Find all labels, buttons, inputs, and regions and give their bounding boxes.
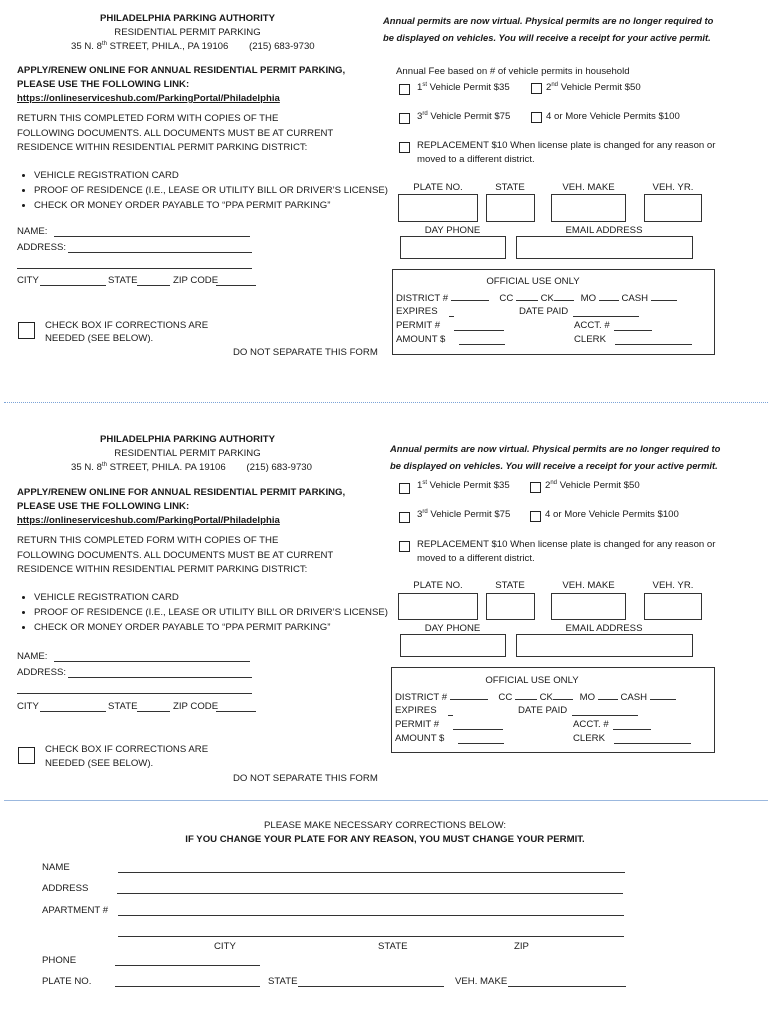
official-row-1	[395, 691, 676, 703]
state-field[interactable]	[137, 711, 170, 712]
fee-text: Vehicle Permit $50	[557, 480, 640, 491]
org-address	[71, 41, 371, 52]
return-text-line: RESIDENCE WITHIN RESIDENTIAL PERMIT PARKING DISTRICT:	[17, 564, 308, 575]
plate-no-input[interactable]	[398, 194, 478, 222]
document-item: • CHECK OR MONEY ORDER PAYABLE TO “PPA PERMIT PARKING”	[34, 620, 388, 635]
address-field[interactable]	[68, 677, 252, 678]
online-portal-link[interactable]: https://onlineserviceshub.com/ParkingPortal/Philadelphia	[17, 515, 280, 526]
fee-text: 2	[545, 480, 551, 491]
fee-2nd-vehicle-checkbox[interactable]	[530, 482, 541, 493]
fee-3rd-vehicle-checkbox[interactable]	[399, 512, 410, 523]
corr-state-label: STATE	[378, 941, 408, 952]
acct-field	[613, 729, 651, 730]
email-label: EMAIL ADDRESS	[565, 623, 643, 634]
fee-text: 1	[417, 82, 423, 93]
corrections-needed-checkbox[interactable]	[18, 322, 35, 339]
corr-phone-label: PHONE	[42, 955, 77, 966]
replacement-line: REPLACEMENT $10 When license plate is changed for any reason or	[417, 140, 716, 151]
amount-field	[459, 344, 505, 345]
fee-sup: st	[422, 479, 428, 486]
acct-field	[614, 330, 652, 331]
email-input[interactable]	[516, 236, 693, 259]
corrections-label-line: NEEDED (SEE BELOW).	[45, 758, 154, 769]
return-text-line: FOLLOWING DOCUMENTS. ALL DOCUMENTS MUST BE AT CURRENT	[17, 127, 334, 139]
plate-no-label: PLATE NO.	[413, 182, 463, 193]
fee-heading: Annual Fee based on # of vehicle permits in household	[396, 66, 630, 77]
state-label: STATE	[108, 275, 138, 286]
corr-apartment-field[interactable]	[118, 915, 624, 916]
zip-field[interactable]	[216, 285, 256, 286]
city-field[interactable]	[40, 285, 106, 286]
fee-sup: nd	[550, 479, 558, 486]
notice-line: Annual permits are now virtual. Physical permits are no longer required to	[390, 443, 721, 454]
ck-label: CK	[539, 692, 553, 703]
cc-label: CC	[499, 293, 514, 304]
notice-line: be displayed on vehicles. You will receive a receipt for your active permit.	[383, 32, 711, 43]
org-name: PHILADELPHIA PARKING AUTHORITY	[100, 434, 275, 445]
corr-veh-make-label: VEH. MAKE	[455, 976, 508, 987]
name-field[interactable]	[54, 661, 250, 662]
document-item: • CHECK OR MONEY ORDER PAYABLE TO “PPA PERMIT PARKING”	[34, 198, 388, 213]
clerk-label: CLERK	[573, 733, 605, 744]
replacement-checkbox[interactable]	[399, 541, 410, 552]
fee-text: 3	[417, 111, 423, 122]
email-input[interactable]	[516, 634, 693, 657]
permit-label: PERMIT #	[396, 320, 441, 331]
date-paid-label: DATE PAID	[519, 306, 569, 317]
corr-zip-label: ZIP	[514, 941, 529, 952]
city-label: CITY	[17, 701, 39, 712]
veh-make-label: VEH. MAKE	[562, 580, 615, 591]
notice-line: Annual permits are now virtual. Physical permits are no longer required to	[383, 15, 714, 26]
district-label: DISTRICT #	[396, 293, 449, 304]
plate-no-label: PLATE NO.	[413, 580, 463, 591]
replacement-line: REPLACEMENT $10 When license plate is changed for any reason or	[417, 539, 716, 550]
corrections-warning: IF YOU CHANGE YOUR PLATE FOR ANY REASON, YOU MUST CHANGE YOUR PERMIT.	[185, 834, 585, 845]
org-phone: (215) 683-9730	[249, 41, 315, 52]
name-label: NAME:	[17, 226, 48, 237]
fee-3rd-vehicle-label	[417, 111, 510, 122]
apply-line-1: APPLY/RENEW ONLINE FOR ANNUAL RESIDENTIAL PERMIT PARKING,	[17, 65, 346, 76]
fee-sup: rd	[422, 110, 428, 117]
cc-field	[516, 292, 538, 301]
org-name: PHILADELPHIA PARKING AUTHORITY	[100, 13, 275, 24]
document-item: • PROOF OF RESIDENCE (I.E., LEASE OR UTILITY BILL OR DRIVER’S LICENSE)	[34, 605, 388, 620]
fee-text: 1	[417, 480, 423, 491]
replacement-label	[417, 139, 715, 167]
apply-line-2: PLEASE USE THE FOLLOWING LINK:	[17, 79, 190, 90]
fee-4-or-more-checkbox[interactable]	[530, 511, 541, 522]
plate-no-input[interactable]	[398, 593, 478, 620]
permit-field	[454, 330, 504, 331]
amount-field	[458, 743, 504, 744]
veh-make-label: VEH. MAKE	[562, 182, 615, 193]
fee-4-or-more-label: 4 or More Vehicle Permits $100	[545, 509, 679, 520]
clerk-field	[614, 743, 691, 744]
fee-sup: st	[422, 81, 428, 88]
fee-2nd-vehicle-checkbox[interactable]	[531, 83, 542, 94]
amount-label: AMOUNT $	[396, 334, 446, 345]
corr-name-field[interactable]	[118, 872, 625, 873]
email-label: EMAIL ADDRESS	[565, 225, 643, 236]
veh-make-input[interactable]	[551, 194, 626, 222]
cash-label: CASH	[621, 293, 649, 304]
corr-plate-field[interactable]	[115, 986, 260, 987]
corr-address-label: ADDRESS	[42, 883, 89, 894]
cash-field	[651, 292, 677, 301]
date-paid-field	[572, 715, 638, 716]
address-text: 35 N. 8	[71, 462, 102, 473]
do-not-separate-notice: DO NOT SEPARATE THIS FORM	[233, 773, 378, 784]
day-phone-input[interactable]	[400, 634, 506, 657]
state-label: STATE	[108, 701, 138, 712]
required-documents-list	[17, 590, 388, 635]
fee-2nd-vehicle-label	[545, 480, 640, 491]
fee-text: 3	[417, 509, 423, 520]
fee-text: Vehicle Permit $50	[558, 82, 641, 93]
dept-name: RESIDENTIAL PERMIT PARKING	[114, 448, 261, 459]
corr-name-label: NAME	[42, 862, 70, 873]
fee-4-or-more-checkbox[interactable]	[531, 112, 542, 123]
address-label: ADDRESS:	[17, 242, 67, 253]
do-not-separate-notice: DO NOT SEPARATE THIS FORM	[233, 347, 378, 358]
name-label: NAME:	[17, 651, 48, 662]
state-input[interactable]	[486, 194, 535, 222]
district-field	[450, 691, 488, 700]
zip-label: ZIP CODE	[173, 275, 219, 286]
corr-plate-label: PLATE NO.	[42, 976, 92, 987]
corrections-needed-checkbox[interactable]	[18, 747, 35, 764]
state-field[interactable]	[137, 285, 170, 286]
apply-line-2: PLEASE USE THE FOLLOWING LINK:	[17, 501, 190, 512]
cc-label: CC	[498, 692, 513, 703]
mo-label: MO	[579, 692, 596, 703]
corr-phone-field[interactable]	[115, 965, 260, 966]
official-title: OFFICIAL USE ONLY	[485, 675, 579, 686]
expires-label: EXPIRES	[396, 306, 438, 317]
zip-field[interactable]	[216, 711, 256, 712]
virtual-permit-notice	[390, 440, 720, 474]
return-text-line: RESIDENCE WITHIN RESIDENTIAL PERMIT PARKING DISTRICT:	[17, 142, 308, 153]
address-text-post: STREET, PHILA., PA 19106	[106, 41, 229, 52]
replacement-line: moved to a different district.	[417, 154, 535, 165]
corr-veh-make-field[interactable]	[508, 986, 626, 987]
fee-sup: nd	[551, 81, 559, 88]
permit-label: PERMIT #	[395, 719, 440, 730]
fee-4-or-more-label: 4 or More Vehicle Permits $100	[546, 111, 680, 122]
corr-address-field[interactable]	[117, 893, 623, 894]
day-phone-label: DAY PHONE	[424, 623, 481, 634]
org-phone: (215) 683-9730	[246, 462, 312, 473]
expires-field	[448, 715, 453, 716]
state-label: STATE	[495, 182, 525, 193]
mo-field	[599, 292, 619, 301]
state-input[interactable]	[486, 593, 535, 620]
required-documents-list	[17, 168, 388, 213]
corrections-needed-label	[45, 743, 208, 771]
veh-yr-label: VEH. YR.	[652, 182, 694, 193]
fee-text: 2	[546, 82, 552, 93]
city-field[interactable]	[40, 711, 106, 712]
fee-1st-vehicle-label	[417, 480, 510, 491]
replacement-label	[417, 538, 715, 566]
document-item: • PROOF OF RESIDENCE (I.E., LEASE OR UTILITY BILL OR DRIVER’S LICENSE)	[34, 183, 388, 198]
apply-line-1: APPLY/RENEW ONLINE FOR ANNUAL RESIDENTIAL PERMIT PARKING,	[17, 487, 346, 498]
fee-3rd-vehicle-label	[417, 509, 510, 520]
address-field-line-2[interactable]	[17, 693, 252, 694]
fee-1st-vehicle-label	[417, 82, 510, 93]
day-phone-input[interactable]	[400, 236, 506, 259]
document-item: • VEHICLE REGISTRATION CARD	[34, 590, 388, 605]
address-sup: th	[101, 461, 107, 468]
address-sup: th	[101, 40, 107, 47]
veh-yr-label: VEH. YR.	[652, 580, 694, 591]
veh-yr-input[interactable]	[644, 593, 702, 620]
corr-apartment-label: APARTMENT #	[42, 905, 109, 916]
return-instructions	[17, 534, 333, 578]
fee-text: Vehicle Permit $35	[427, 480, 510, 491]
corrections-heading: PLEASE MAKE NECESSARY CORRECTIONS BELOW:	[263, 820, 507, 831]
cc-field	[515, 691, 537, 700]
date-paid-label: DATE PAID	[518, 705, 568, 716]
ck-field	[554, 292, 574, 301]
address-text-post: STREET, PHILA. PA 19106	[106, 462, 226, 473]
address-field-line-2[interactable]	[17, 268, 252, 269]
district-label: DISTRICT #	[395, 692, 448, 703]
corrections-label-line: CHECK BOX IF CORRECTIONS ARE	[45, 320, 209, 331]
fee-sup: rd	[422, 508, 428, 515]
permit-field	[453, 729, 503, 730]
city-label: CITY	[17, 275, 39, 286]
virtual-permit-notice	[383, 12, 713, 46]
address-label: ADDRESS:	[17, 667, 67, 678]
amount-label: AMOUNT $	[395, 733, 445, 744]
corr-plate-state-field[interactable]	[298, 986, 444, 987]
fee-2nd-vehicle-label	[546, 82, 641, 93]
mo-field	[598, 691, 618, 700]
state-label: STATE	[495, 580, 525, 591]
clerk-field	[615, 344, 692, 345]
address-field[interactable]	[68, 252, 252, 253]
fee-3rd-vehicle-checkbox[interactable]	[399, 113, 410, 124]
official-use-box	[392, 269, 715, 355]
cash-label: CASH	[620, 692, 648, 703]
fee-text: Vehicle Permit $75	[427, 509, 511, 520]
acct-label: ACCT. #	[574, 320, 610, 331]
corrections-label-line: CHECK BOX IF CORRECTIONS ARE	[45, 744, 209, 755]
org-address	[71, 462, 371, 473]
corr-city-state-zip-field[interactable]	[118, 936, 624, 937]
ck-field	[553, 691, 573, 700]
mo-label: MO	[580, 293, 597, 304]
official-use-box	[391, 667, 715, 753]
expires-label: EXPIRES	[395, 705, 437, 716]
veh-make-input[interactable]	[551, 593, 626, 620]
expires-field	[449, 316, 454, 317]
corr-city-label: CITY	[214, 941, 236, 952]
corrections-needed-label	[45, 319, 208, 345]
veh-yr-input[interactable]	[644, 194, 702, 222]
notice-line: be displayed on vehicles. You will receive a receipt for your active permit.	[390, 460, 718, 471]
return-text-line: FOLLOWING DOCUMENTS. ALL DOCUMENTS MUST BE AT CURRENT	[17, 549, 334, 561]
document-item: • VEHICLE REGISTRATION CARD	[34, 168, 388, 183]
official-title: OFFICIAL USE ONLY	[486, 276, 580, 287]
day-phone-label: DAY PHONE	[424, 225, 481, 236]
acct-label: ACCT. #	[573, 719, 609, 730]
zip-label: ZIP CODE	[173, 701, 219, 712]
name-field[interactable]	[54, 236, 250, 237]
fee-1st-vehicle-checkbox[interactable]	[399, 483, 410, 494]
cash-field	[650, 691, 676, 700]
clerk-label: CLERK	[574, 334, 606, 345]
return-text-line: RETURN THIS COMPLETED FORM WITH COPIES OF THE	[17, 535, 279, 546]
address-text: 35 N. 8	[71, 41, 102, 52]
district-field	[451, 292, 489, 301]
date-paid-field	[573, 316, 639, 317]
replacement-line: moved to a different district.	[417, 553, 535, 564]
return-instructions	[17, 112, 333, 156]
cut-line-1	[4, 402, 768, 403]
fee-1st-vehicle-checkbox[interactable]	[399, 84, 410, 95]
cut-line-2	[4, 800, 768, 801]
replacement-checkbox[interactable]	[399, 142, 410, 153]
online-portal-link[interactable]: https://onlineserviceshub.com/ParkingPortal/Philadelphia	[17, 93, 280, 104]
return-text-line: RETURN THIS COMPLETED FORM WITH COPIES OF THE	[17, 113, 279, 124]
corrections-label-line: NEEDED (SEE BELOW).	[45, 333, 154, 344]
fee-text: Vehicle Permit $35	[427, 82, 510, 93]
official-row-1	[396, 292, 677, 304]
dept-name: RESIDENTIAL PERMIT PARKING	[114, 27, 261, 38]
corr-plate-state-label: STATE	[268, 976, 298, 987]
fee-text: Vehicle Permit $75	[427, 111, 511, 122]
ck-label: CK	[540, 293, 554, 304]
